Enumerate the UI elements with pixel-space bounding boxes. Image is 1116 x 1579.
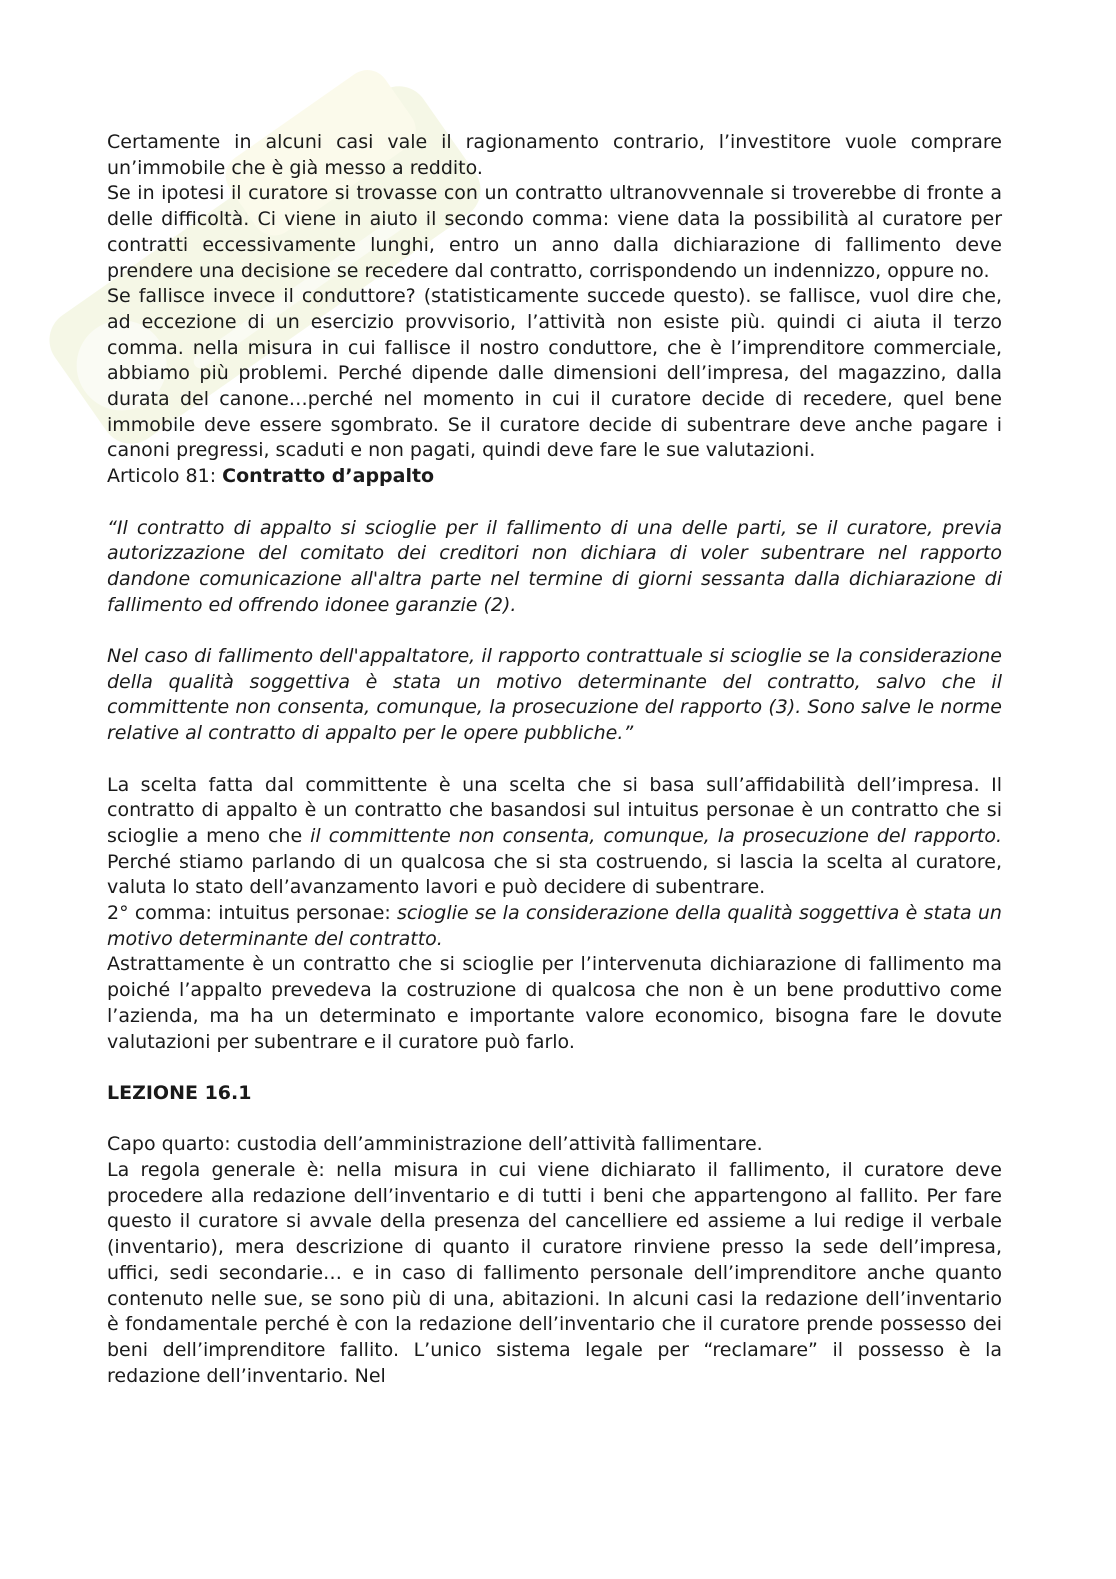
article-heading bbox=[107, 464, 1002, 490]
paragraph bbox=[107, 901, 1002, 952]
paragraph: Certamente in alcuni casi vale il ragionamento contrario, l’investitore vuole comprare un’immobile che è già messo a reddito. bbox=[107, 131, 1002, 179]
text-run: 2° comma: intuitus personae: bbox=[107, 902, 398, 925]
text-run: La scelta fatta dal committente è una scelta che si basa sull’affidabilità dell’impresa. Il contratto di appalto è un contratto che basandosi sul intuitus personae è un contratto che si scioglie a meno che bbox=[107, 773, 1002, 847]
text-run: Perché stiamo parlando di un qualcosa che si sta costruendo, si lascia la scelta al curatore, valuta lo stato dell’avanzamento lavori e può decidere di subentrare. bbox=[107, 850, 1002, 899]
quote-paragraph: “Il contratto di appalto si scioglie per il fallimento di una delle parti, se il curatore, previa autorizzazione del comitato dei creditori non dichiara di voler subentrare nel rapporto dandone comunicazione all'altra parte nel termine di giorni sessanta dalla dichiarazione di fallimento ed offrendo idonee garanzie (2). bbox=[107, 516, 1002, 616]
paragraph: Capo quarto: custodia dell’amministrazione dell’attività fallimentare. bbox=[107, 1133, 763, 1156]
document-body bbox=[107, 130, 1002, 1389]
paragraph: Se in ipotesi il curatore si trovasse con un contratto ultranovvennale si troverebbe di fronte a delle difficoltà. Ci viene in aiuto il secondo comma: viene data la possibilità al curatore per contratti eccessivamente lunghi, entro un anno dalla dichiarazione di fallimento deve prendere una decisione se recedere dal contratto, corrispondendo un indennizzo, oppure no. bbox=[107, 182, 1002, 282]
paragraph bbox=[107, 773, 1002, 902]
paragraph: Astrattamente è un contratto che si scioglie per l’intervenuta dichiarazione di fallimento ma poiché l’appalto prevedeva la costruzione di qualcosa che non è un bene produttivo come l’azienda, ma ha un determinato e importante valore economico, bisogna fare le dovute valutazioni per subentrare e il curatore può farlo. bbox=[107, 953, 1002, 1053]
lesson-heading: LEZIONE 16.1 bbox=[107, 1081, 252, 1104]
italic-run: il committente non consenta, comunque, la prosecuzione del rapporto. bbox=[310, 824, 1002, 847]
paragraph: La regola generale è: nella misura in cui viene dichiarato il fallimento, il curatore deve procedere alla redazione dell’inventario e di tutti i beni che appartengono al fallito. Per fare questo il curatore si avvale della presenza del cancelliere ed assieme a lui redige il verbale (inventario), mera descrizione di quanto il curatore rinviene presso la sede dell’impresa, uffici, sedi secondarie… e in caso di fallimento personale dell’imprenditore anche quanto contenuto nelle sue, se sono più di una, abitazioni. In alcuni casi la redazione dell’inventario è fondamentale perché è con la redazione dell’inventario che il curatore prende possesso dei beni dell’imprenditore fallito. L’unico sistema legale per “reclamare” il possesso è la redazione dell’inventario. Nel bbox=[107, 1159, 1002, 1387]
article-title: Contratto d’appalto bbox=[222, 465, 435, 488]
paragraph: Se fallisce invece il conduttore? (statisticamente succede questo). se fallisce, vuol dire che, ad eccezione di un esercizio provvisorio, l’attività non esiste più. quindi ci aiuta il terzo comma. nella misura in cui fallisce il nostro conduttore, che è l’imprenditore commerciale, abbiamo più problemi. Perché dipende dalle dimensioni dell’impresa, del magazzino, dalla durata del canone…perché nel momento in cui il curatore decide di recedere, quel bene immobile deve essere sgombrato. Se il curatore decide di subentrare deve anche pagare i canoni pregressi, scaduti e non pagati, quindi deve fare le sue valutazioni. bbox=[107, 285, 1002, 462]
italic-run: scioglie se la considerazione della qualità soggettiva è stata un motivo determinante del contratto. bbox=[107, 902, 1002, 950]
quote-paragraph: Nel caso di fallimento dell'appaltatore, il rapporto contrattuale si scioglie se la considerazione della qualità soggettiva è stata un motivo determinante del contratto, salvo che il committente non consenta, comunque, la prosecuzione del rapporto (3). Sono salve le norme relative al contratto di appalto per le opere pubbliche.” bbox=[107, 645, 1002, 745]
article-prefix: Articolo 81: bbox=[107, 465, 223, 488]
